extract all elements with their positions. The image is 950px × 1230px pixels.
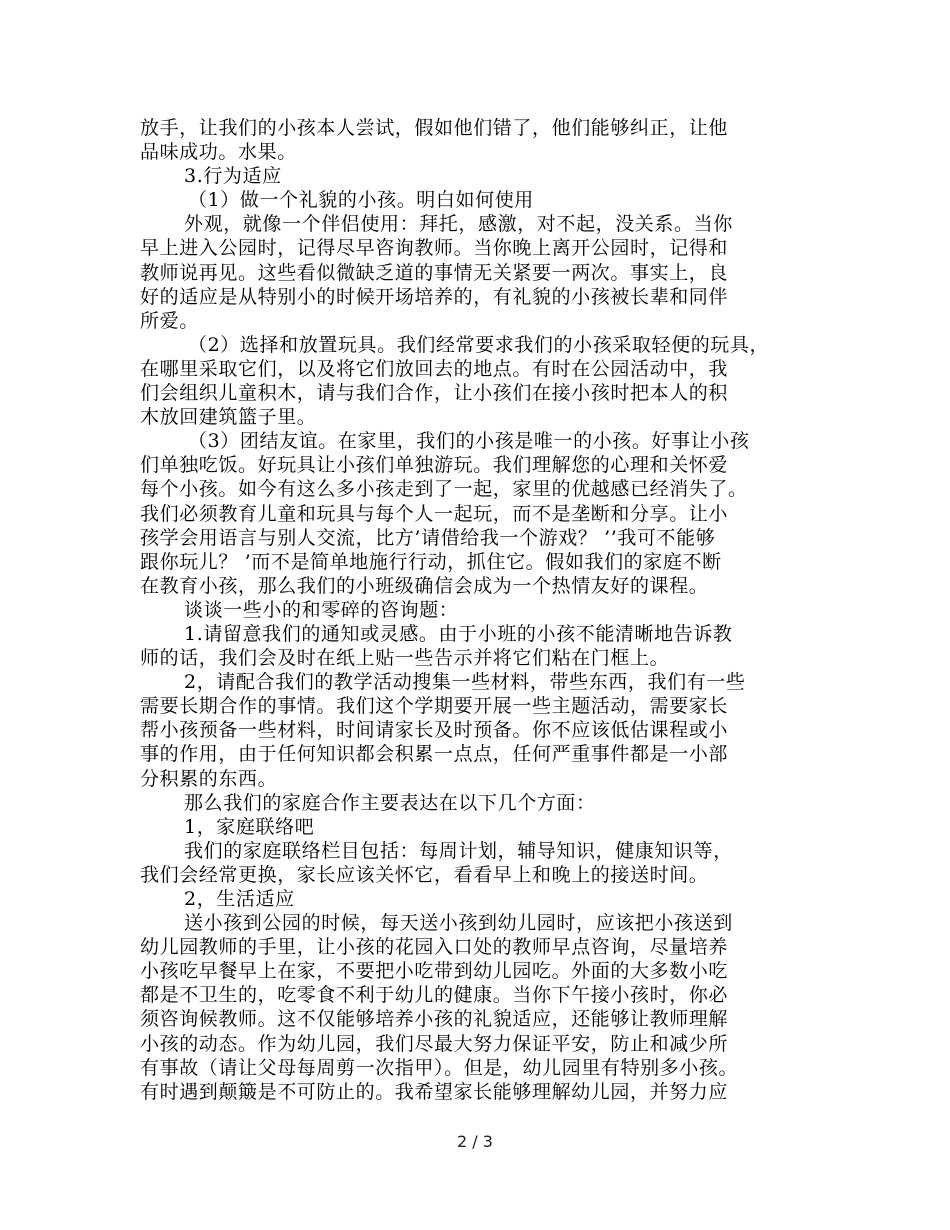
text-line: 小孩吃早餐早上在家，不要把小吃带到幼儿园吃。外面的大多数小吃 <box>140 960 729 983</box>
text-line: 教师说再见。这些看似微缺乏道的事情无关紧要一两次。事实上，良 <box>140 261 729 284</box>
text-line: 幼儿园教师的手里，让小孩的花园入口处的教师早点咨询，尽量培养 <box>140 936 729 959</box>
text-line: 需要长期合作的事情。我们这个学期要开展一些主题活动，需要家长 <box>140 695 729 718</box>
text-line: 所爱。 <box>140 309 199 332</box>
text-line: 在教育小孩，那么我们的小班级确信会成为一个热情友好的课程。 <box>140 574 709 597</box>
text-line: 事的作用，由于任何知识都会积累一点点，任何严重事件都是一小部 <box>140 743 729 766</box>
list-item: 1.请留意我们的通知或灵感。由于小班的小孩不能清晰地告诉教 <box>184 622 733 645</box>
section-heading: 3.行为适应 <box>184 165 282 188</box>
text-line: 须咨询候教师。这不仅能够培养小孩的礼貌适应，还能够让教师理解 <box>140 1008 729 1031</box>
list-item: 1，家庭联络吧 <box>184 815 315 838</box>
list-item: 2，请配合我们的教学活动搜集一些材料，带些东西，我们有一些 <box>184 671 746 694</box>
text-line: 孩学会用语言与别人交流，比方’请借给我一个游戏？ ’’我可不能够 <box>140 526 716 549</box>
document-body <box>140 116 812 1104</box>
text-line: 好的适应是从特别小的时候开场培养的，有礼貌的小孩被长辈和同伴 <box>140 285 729 308</box>
text-line: 我们必须教育儿童和玩具与每个人一起玩，而不是垄断和分享。让小 <box>140 502 729 525</box>
text-line: 放手，让我们的小孩本人尝试，假如他们错了，他们能够纠正，让他 <box>140 117 729 139</box>
text-line: 我们的家庭联络栏目包括：每周计划，辅导知识，健康知识等， <box>184 839 733 862</box>
text-line: 分积累的东西。 <box>140 767 278 790</box>
page-number: 2 / 3 <box>457 1132 493 1151</box>
text-line: 跟你玩儿？ ’而不是简单地施行行动，抓住它。假如我们的家庭不断 <box>140 550 722 573</box>
text-line: 品味成功。水果。 <box>140 141 297 164</box>
subsection-heading: （1）做一个礼貌的小孩。明白如何使用 <box>188 189 534 212</box>
text-line: 送小孩到公园的时候，每天送小孩到幼儿园时，应该把小孩送到 <box>184 912 733 935</box>
list-item: 2，生活适应 <box>184 888 295 910</box>
text-line: 有时遇到颠簸是不可防止的。我希望家长能够理解幼儿园，并努力应 <box>140 1080 729 1103</box>
text-line: 小孩的动态。作为幼儿园，我们尽最大努力保证平安，防止和减少所 <box>140 1032 729 1055</box>
text-line: 都是不卫生的，吃零食不利于幼儿的健康。当你下午接小孩时，你必 <box>140 984 729 1007</box>
text-line: 我们会经常更换，家长应该关怀它，看看早上和晚上的接送时间。 <box>140 863 709 886</box>
text-line: 木放回建筑篮子里。 <box>140 406 317 429</box>
text-line: 们会组织儿童积木，请与我们合作，让小孩们在接小孩时把本人的积 <box>140 382 729 405</box>
subsection-heading: （3）团结友谊。在家里，我们的小孩是唯一的小孩。好事让小孩 <box>188 430 750 453</box>
text-line: 在哪里采取它们，以及将它们放回去的地点。有时在公园活动中，我 <box>140 357 729 380</box>
subsection-heading: （2）选择和放置玩具。我们经常要求我们的小孩采取轻便的玩具， <box>188 333 770 356</box>
text-line: 师的话，我们会及时在纸上贴一些告示并将它们粘在门框上。 <box>140 647 670 670</box>
text-line: 每个小孩。如今有这么多小孩走到了一起，家里的优越感已经消失了。 <box>140 478 748 501</box>
text-line: 们单独吃饭。好玩具让小孩们单独游玩。我们理解您的心理和关怀爱 <box>140 454 729 477</box>
text-line: 外观，就像一个伴侣使用：拜托，感激，对不起，没关系。当你 <box>184 213 733 236</box>
text-line: 有事故（请让父母每周剪一次指甲）。但是，幼儿园里有特别多小孩。 <box>140 1056 739 1079</box>
text-line: 谈谈一些小的和零碎的咨询题： <box>184 598 459 621</box>
text-line: 那么我们的家庭合作主要表达在以下几个方面： <box>184 791 596 814</box>
text-line: 帮小孩预备一些材料，时间请家长及时预备。你不应该低估课程或小 <box>140 719 729 742</box>
text-line: 早上进入公园时，记得尽早咨询教师。当你晚上离开公园时，记得和 <box>140 237 729 260</box>
